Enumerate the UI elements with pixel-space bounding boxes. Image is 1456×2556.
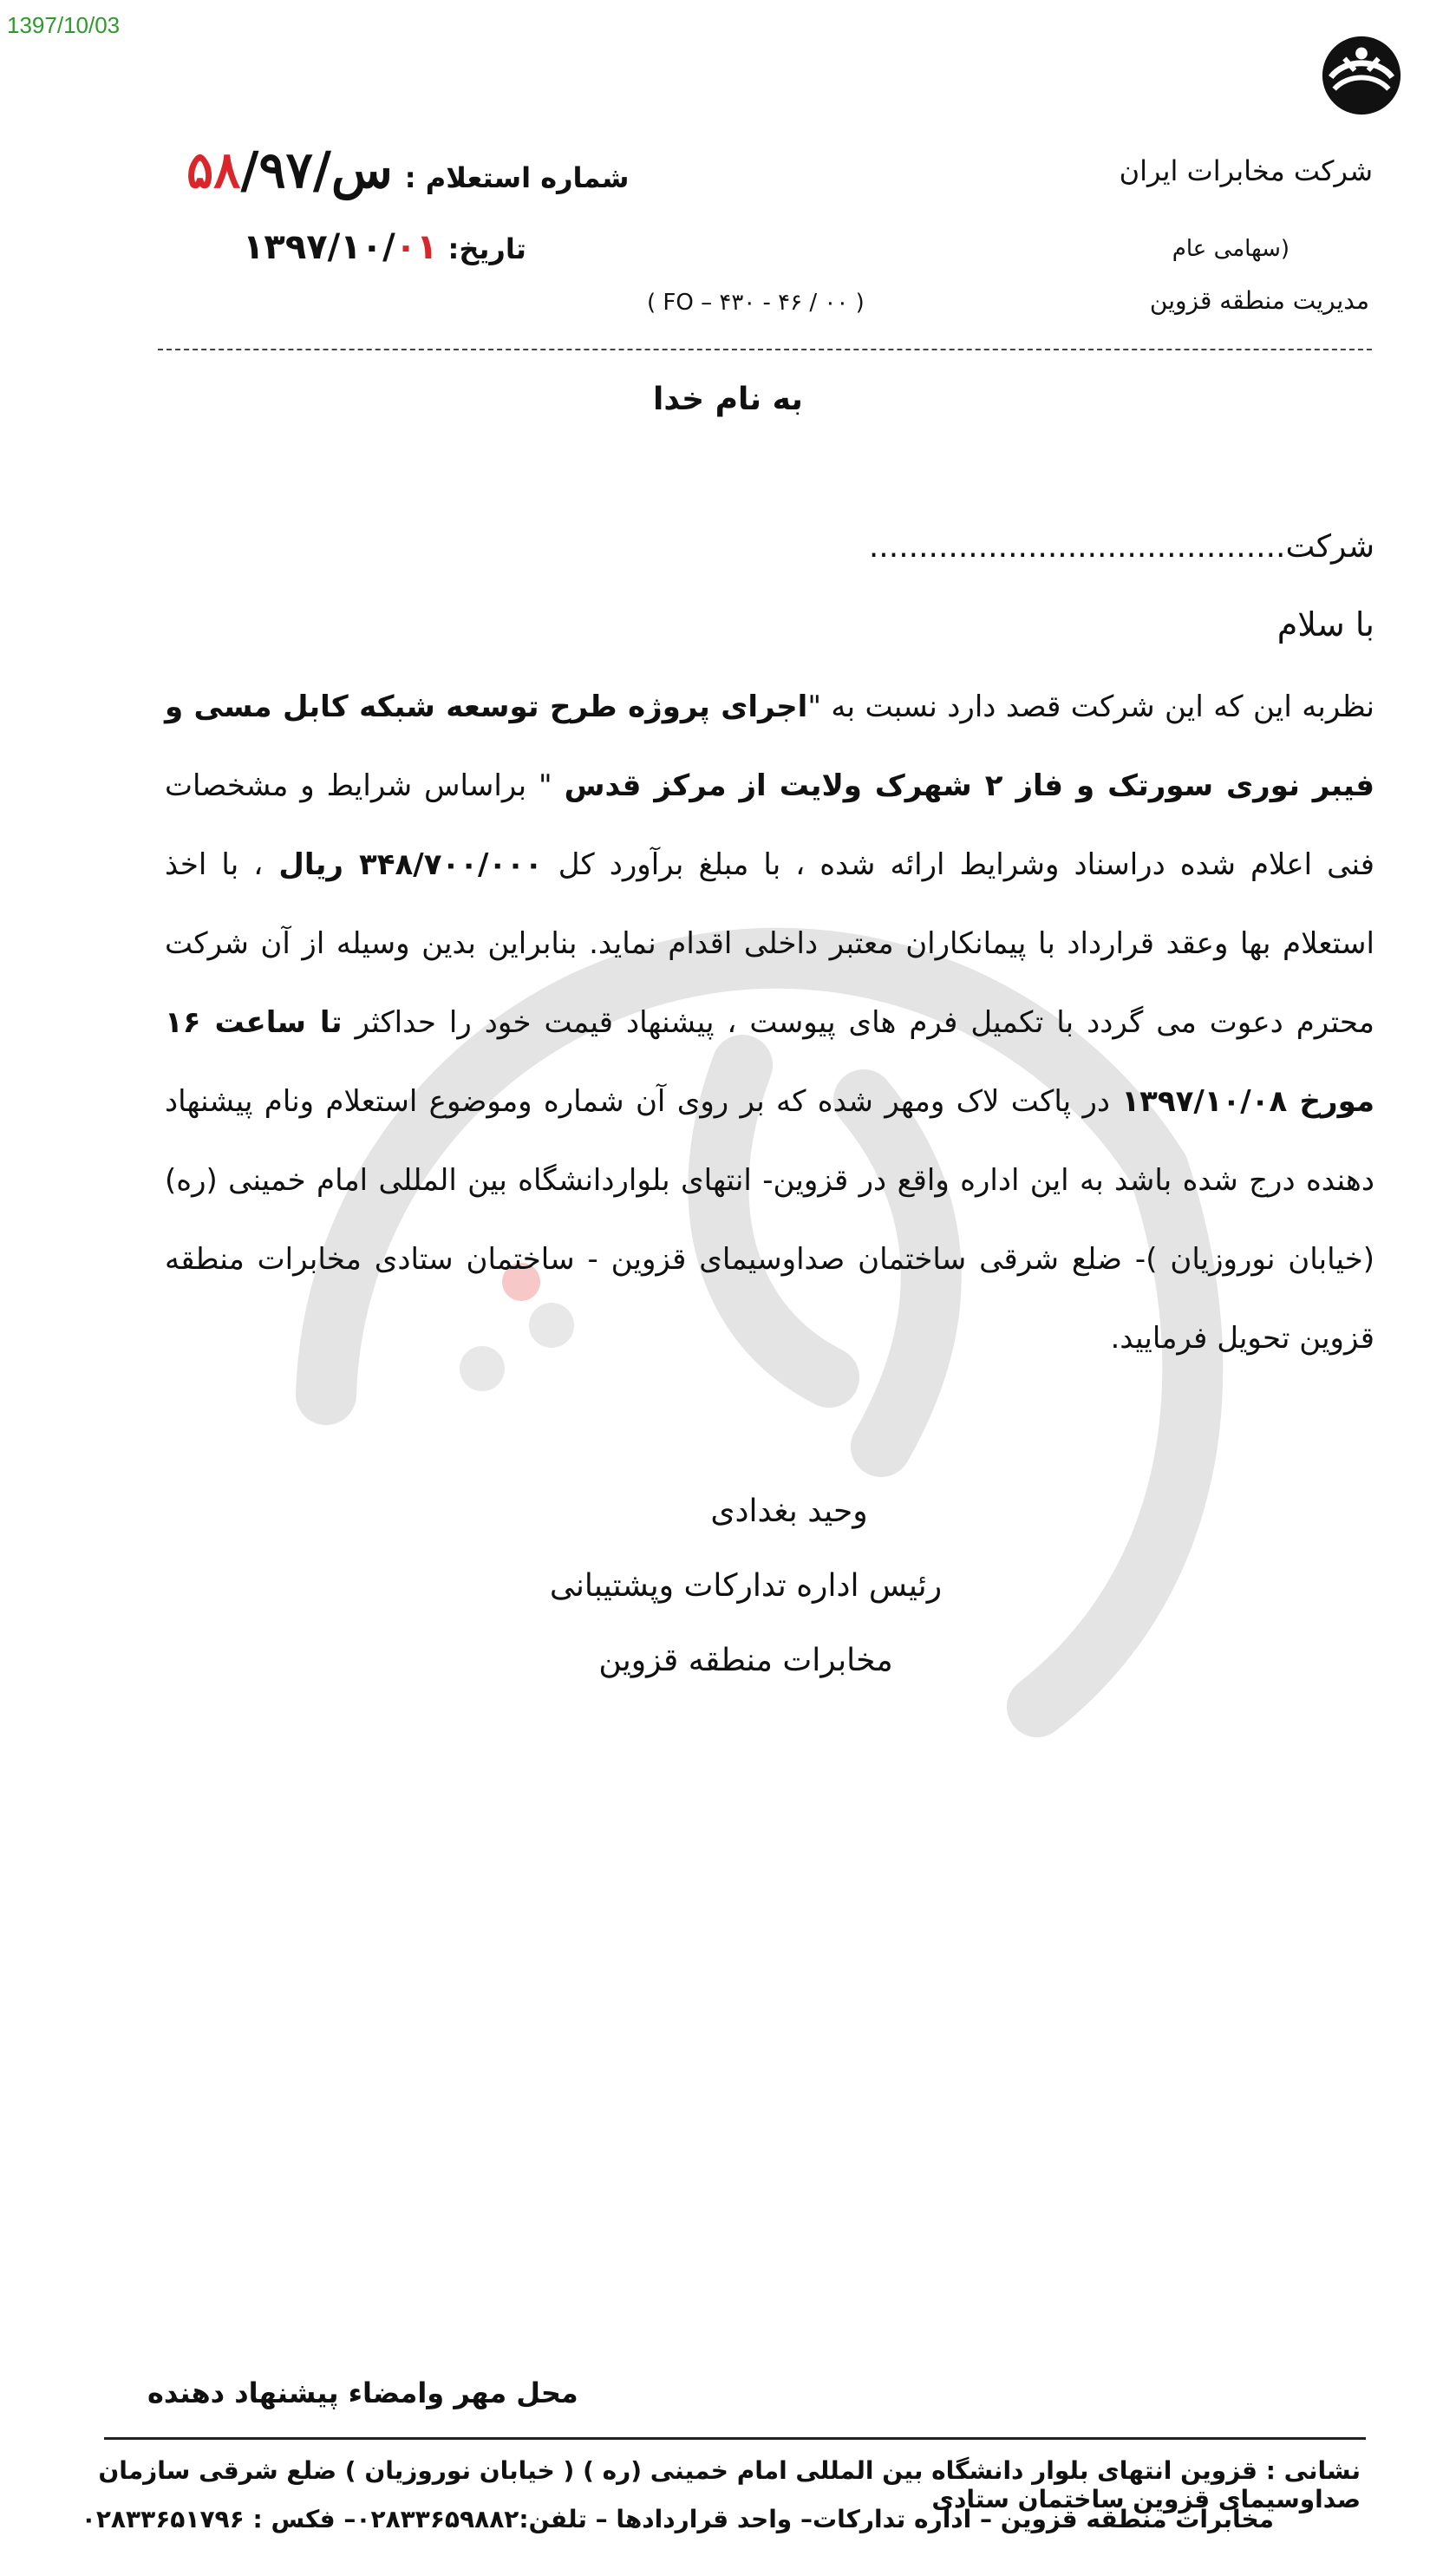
deadline: تا ساعت ۱۶ مورخ ۱۳۹۷/۱۰/۰۸: [165, 1005, 1374, 1119]
date-rest: ۱۳۹۷/۱۰/: [243, 227, 395, 267]
inquiry-number-prefix: س/: [312, 141, 393, 199]
recipient-line: شرکت..........................................: [868, 529, 1374, 565]
body-part-2: " براساس شرایط و مشخصات فنی اعلام شده دراسناد وشرایط ارائه شده ، با مبلغ برآورد کل: [165, 768, 1374, 882]
inquiry-label: شماره استعلام :: [404, 161, 630, 194]
inquiry-number: [186, 141, 393, 199]
bismillah-heading: به نام خدا: [653, 382, 803, 417]
signer-department: مخابرات منطقه قزوین: [598, 1643, 893, 1678]
body-part-3: ، با اخذ استعلام بها وعقد قرارداد با پیمانکاران معتبر داخلی اقدام نماید. بنابراین بدین وسیله از آن شرکت محترم دعوت می گردد با تکمیل فرم های پیوست ، پیشنهاد قیمت خود را حداکثر: [165, 847, 1374, 1040]
company-type: (سهامی عام: [1172, 236, 1290, 262]
signer-name: وحید بغدادی: [710, 1494, 868, 1529]
company-logo-icon: [1319, 33, 1404, 118]
body-part-1: نظربه این که این شرکت قصد دارد نسبت به ": [807, 690, 1374, 724]
inquiry-number-row: [186, 141, 629, 199]
signer-title: رئیس اداره تدارکات وپشتیبانی: [549, 1568, 943, 1604]
letter-date: [243, 227, 438, 267]
footer-divider: [104, 2437, 1366, 2440]
footer-address: نشانی : قزوین انتهای بلوار دانشگاه بین المللی امام خمینی (ره ) ( خیابان نوروزیان ) ضلع شرقی سازمان صداوسیمای قزوین ساختمان ستادی: [98, 2456, 1361, 2514]
company-name: شرکت مخابرات ایران: [1119, 154, 1373, 187]
header-divider: [158, 349, 1372, 350]
company-region: مدیریت منطقه قزوین: [1149, 286, 1369, 315]
letter-body: [165, 668, 1374, 1378]
inquiry-number-suffix: /۹۷: [240, 141, 313, 199]
inquiry-number-highlight: ۵۸: [186, 141, 241, 199]
date-label: تاریخ:: [447, 232, 526, 265]
letter-date-row: [243, 227, 526, 267]
seal-signature-label: محل مهر وامضاء پیشنهاد دهنده: [147, 2376, 578, 2409]
corner-date-stamp: 1397/10/03: [7, 12, 121, 38]
project-title: اجرای پروژه طرح توسعه شبکه کابل مسی و فیبر نوری سورتک و فاز ۲ شهرک ولایت از مرکز قدس: [165, 690, 1374, 803]
estimated-amount: ۳۴۸/۷۰۰/۰۰۰ ریال: [263, 847, 558, 882]
footer-contact: مخابرات منطقه قزوین – اداره تدارکات– واحد قراردادها – تلفن:۰۲۸۳۳۶۵۹۸۸۲– فکس : ۰۲۸۳۳۶۵۱۷۹۶: [81, 2505, 1274, 2533]
form-code: ( FO – ۴۳۰ - ۴۶ / ۰۰ ): [647, 290, 865, 316]
greeting: با سلام: [1276, 605, 1374, 644]
date-day: ۰۱: [395, 227, 438, 267]
body-part-4: در پاکت لاک ومهر شده که بر روی آن شماره وموضوع استعلام ونام پیشنهاد دهنده درج شده باشد به این اداره واقع در قزوین- انتهای بلواردانشگاه بین المللی امام خمینی (ره) (خیابان نوروزیان )- ضلع شرقی ساختمان صداوسیمای قزوین - ساختمان ستادی مخابرات منطقه قزوین تحویل فرمایید.: [165, 1084, 1374, 1356]
